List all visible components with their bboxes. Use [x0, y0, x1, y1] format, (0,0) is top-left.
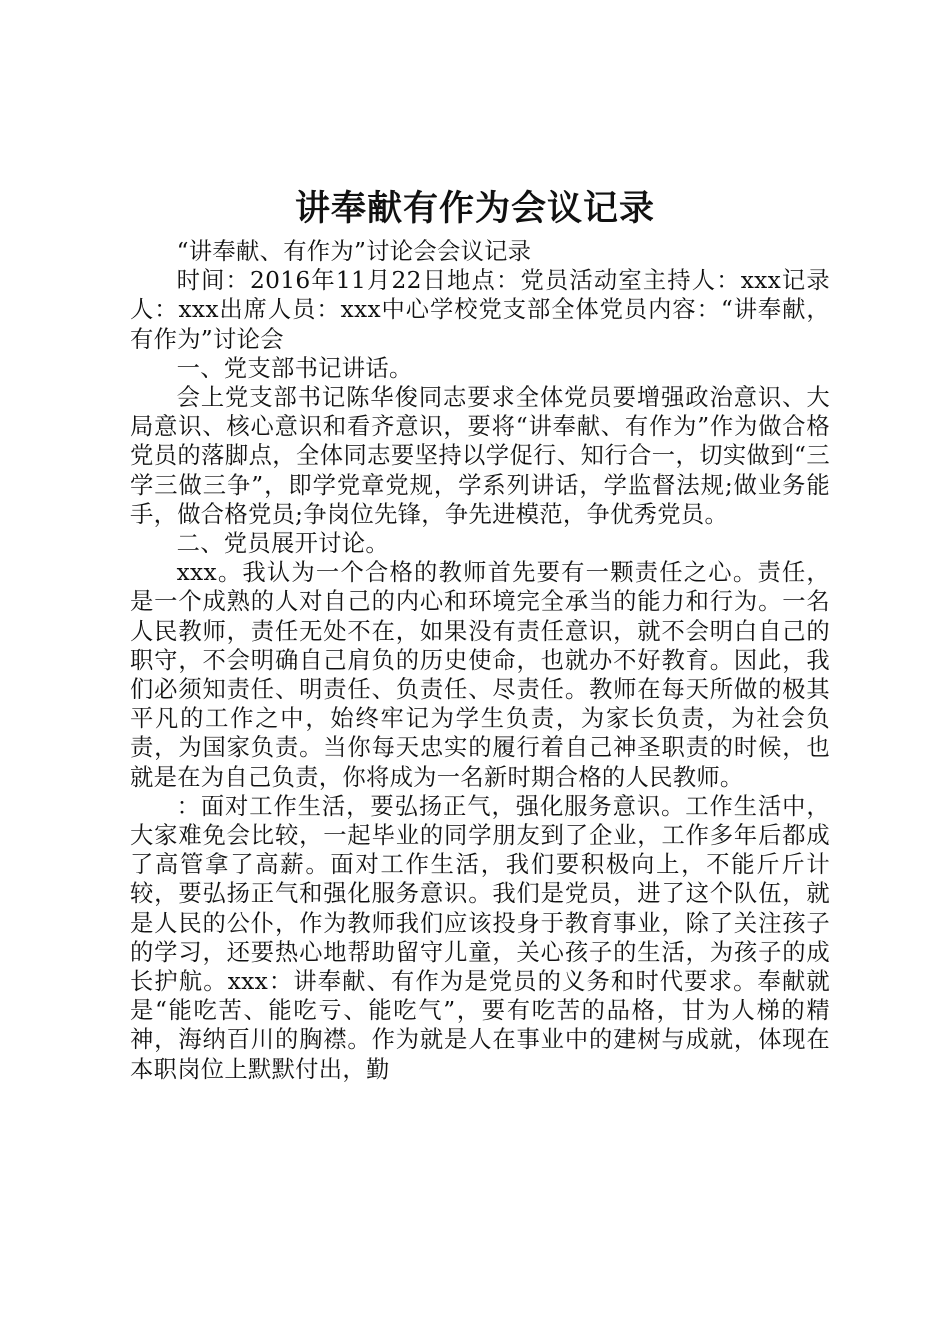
paragraph-section-heading-1: 一、党支部书记讲话。: [176, 354, 413, 382]
paragraph-subtitle: “讲奉献、有作为”讨论会会议记录: [176, 238, 532, 265]
paragraph-meeting-info: 时间：2016年11月22日地点：党员活动室主持人：xxx记录人：xxx出席人员：xxx中心学校党支部全体党员内容：“讲奉献，有作为”讨论会: [130, 267, 830, 353]
paragraph-discussion-1: xxx。我认为一个合格的教师首先要有一颗责任之心。责任，是一个成熟的人对自己的内心和环境完全承当的能力和行为。一名人民教师，责任无处不在，如果没有责任意识，就不会明白自己的职守，不会明确自己肩负的历史使命，也就办不好教育。因此，我们必须知责任、明责任、负责任、尽责任。教师在每天所做的极其平凡的工作之中，始终牢记为学生负责，为家长负责，为社会负责，为国家负责。当你每天忠实的履行着自己神圣职责的时候，也就是在为自己负责，你将成为一名新时期合格的人民教师。: [130, 559, 830, 791]
document-title: 讲奉献有作为会议记录: [294, 188, 655, 229]
document-body: [130, 237, 830, 1084]
paragraph-secretary-speech: 会上党支部书记陈华俊同志要求全体党员要增强政治意识、大局意识、核心意识和看齐意识，要将“讲奉献、有作为”作为做合格党员的落脚点，全体同志要坚持以学促行、知行合一，切实做到“三学三做三争”，即学党章党规，学系列讲话，学监督法规;做业务能手，做合格党员;争岗位先锋，争先进模范，争优秀党员。: [130, 384, 830, 528]
paragraph-discussion-2: ：面对工作生活，要弘扬正气，强化服务意识。工作生活中，大家难免会比较，一起毕业的同学朋友到了企业，工作多年后都成了高管拿了高薪。面对工作生活，我们要积极向上，不能斤斤计较，要弘扬正气和强化服务意识。我们是党员，进了这个队伍，就是人民的公仆，作为教师我们应该投身于教育事业，除了关注孩子的学习，还要热心地帮助留守儿童，关心孩子的生活，为孩子的成长护航。xxx：讲奉献、有作为是党员的义务和时代要求。奉献就是“能吃苦、能吃亏、能吃气”，要有吃苦的品格，甘为人梯的精神，海纳百川的胸襟。作为就是人在事业中的建树与成就，体现在本职岗位上默默付出，勤: [130, 792, 830, 1083]
paragraph-section-heading-2: 二、党员展开讨论。: [176, 530, 389, 558]
